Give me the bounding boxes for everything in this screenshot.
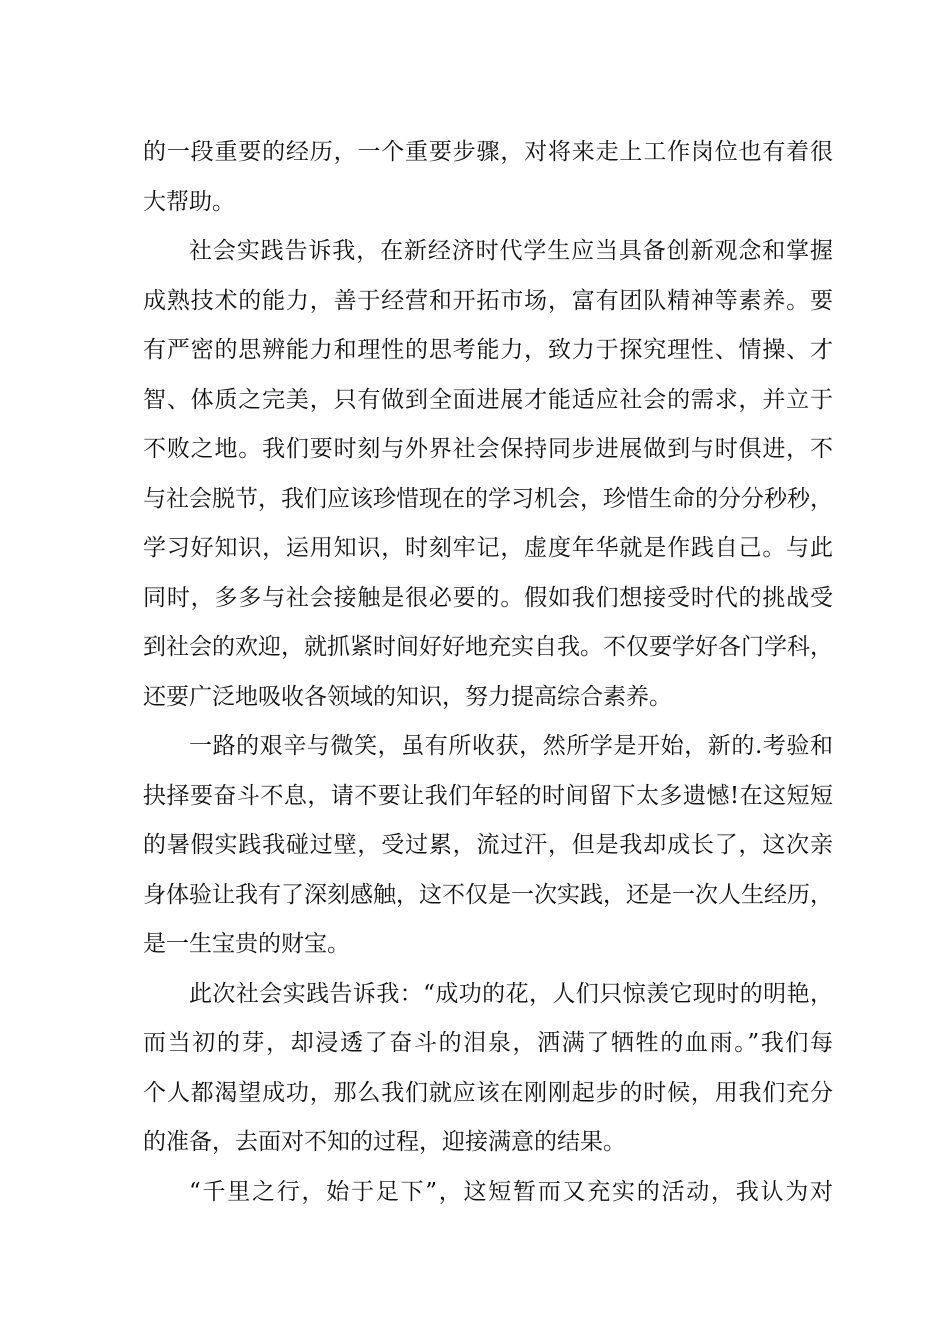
text-line: 而当初的芽，却浸透了奋斗的泪泉，洒满了牺牲的血雨。”我们每 bbox=[143, 1030, 833, 1056]
text-line: 不败之地。我们要时刻与外界社会保持同步进展做到与时俱进，不 bbox=[143, 436, 833, 462]
text-line: 与社会脱节，我们应该珍惜现在的学习机会，珍惜生命的分分秒秒， bbox=[143, 485, 833, 512]
text-line: 成熟技术的能力，善于经营和开拓市场，富有团队精神等素养。要 bbox=[143, 287, 833, 314]
text-line: 是一生宝贵的财宝。 bbox=[143, 931, 350, 957]
paragraph-first-line: “千里之行，始于足下”，这短暂而又充实的活动，我认为对 bbox=[189, 1178, 833, 1205]
body-text bbox=[143, 133, 833, 1222]
text-line: 同时，多多与社会接触是很必要的。假如我们想接受时代的挑战受 bbox=[143, 584, 833, 611]
text-line: 有严密的思辨能力和理性的思考能力，致力于探究理性、情操、才 bbox=[143, 337, 833, 363]
text-line: 还要广泛地吸收各领域的知识，努力提高综合素养。 bbox=[143, 683, 672, 710]
text-line: 身体验让我有了深刻感触，这不仅是一次实践，还是一次人生经历， bbox=[143, 881, 833, 908]
paragraph-first-line: 一路的艰辛与微笑，虽有所收获，然所学是开始，新的.考验和 bbox=[189, 733, 833, 759]
text-line: 大帮助。 bbox=[143, 188, 235, 215]
paragraph-first-line: 此次社会实践告诉我：“成功的花，人们只惊羡它现时的明艳， bbox=[189, 980, 833, 1007]
text-line: 到社会的欢迎，就抓紧时间好好地充实自我。不仅要学好各门学科， bbox=[143, 634, 833, 660]
text-line: 个人都渴望成功，那么我们就应该在刚刚起步的时候，用我们充分 bbox=[143, 1079, 833, 1106]
text-line: 智、体质之完美，只有做到全面进展才能适应社会的需求，并立于 bbox=[143, 386, 833, 413]
text-line: 的暑假实践我碰过壁，受过累，流过汗，但是我却成长了，这次亲 bbox=[143, 832, 833, 858]
text-line: 的准备，去面对不知的过程，迎接满意的结果。 bbox=[143, 1129, 626, 1155]
paragraph-first-line: 社会实践告诉我，在新经济时代学生应当具备创新观念和掌握 bbox=[189, 238, 833, 264]
text-line: 的一段重要的经历，一个重要步骤，对将来走上工作岗位也有着很 bbox=[143, 139, 833, 165]
text-line: 学习好知识，运用知识，时刻牢记，虚度年华就是作践自己。与此 bbox=[143, 535, 833, 561]
text-line: 抉择要奋斗不息，请不要让我们年轻的时间留下太多遗憾!在这短短 bbox=[143, 782, 833, 809]
